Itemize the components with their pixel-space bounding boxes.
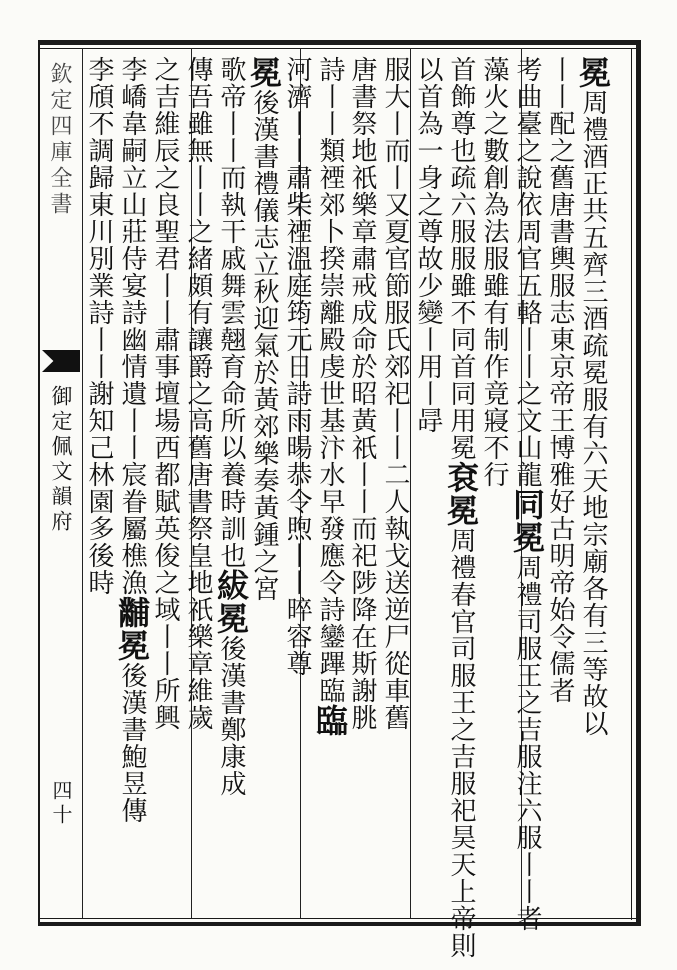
text-column-2 [543, 56, 576, 916]
text-column-16 [82, 56, 115, 916]
column-text: 李頎不調歸東川別業詩丨丨謝知己林園多後時 [84, 56, 114, 596]
column-text: 李嶠韋嗣立山莊侍宴詩幽情遺丨丨宸眷屬樵漁 [117, 56, 147, 596]
column-text: 詩丨丨類禋郊卜揆崇離殿虔世基汴水早發應令詩鑾蹕臨 [315, 56, 345, 704]
column-text: 周禮春官司服王之吉服祀昊天上帝則 [446, 527, 476, 959]
column-text: 以首為一身之尊故少變丨用丨冔 [413, 56, 443, 434]
frame-top-border [38, 40, 640, 45]
book-margin [40, 50, 82, 918]
text-column-10 [280, 56, 313, 916]
inline-entry-head: 袞冕 [442, 461, 480, 527]
column-text: 首飾尊也疏六服服雖不同首同用冕 [446, 56, 476, 461]
column-text: 傳吾雖無丨丨之緒頗有讓爵之高舊唐書祭皇地祇樂章維歲 [183, 56, 213, 731]
text-column-1 [574, 56, 612, 916]
text-column-5 [442, 56, 480, 959]
page-number: 四十 [49, 780, 73, 828]
entry-head: 冕 [245, 56, 283, 89]
book-subtitle-margin: 御定佩文韻府 [49, 385, 73, 535]
fishtail-mark [42, 350, 80, 372]
text-column-3 [508, 56, 546, 932]
column-text: 丨丨配之舊唐書輿服志東京帝王博雅好古明帝始令儒者 [545, 56, 575, 704]
frame-right-inner-border [631, 48, 632, 920]
text-column-9 [311, 56, 349, 916]
inline-entry-head: 黼冕 [113, 596, 151, 662]
text-column-12 [212, 56, 250, 916]
inline-entry-head: 紱冕 [212, 569, 250, 635]
column-text: 考曲臺之說依周官五輅丨丨之文山龍 [512, 56, 542, 488]
column-text: 河濟丨丨肅柴禋溫庭筠元日詩雨暘恭令煦丨丨晬容尊 [282, 56, 312, 677]
column-text: 藻火之數創為法服雖有制作竟寢不行 [479, 56, 509, 488]
frame-bottom-border [38, 922, 640, 926]
text-column-13 [181, 56, 214, 916]
frame-bottom-inner-border [38, 918, 640, 919]
column-text: 之吉維辰之良聖君丨丨肅事壇場西都賦英俊之域丨丨所興 [150, 56, 180, 731]
column-text: 後漢書鄭康成 [216, 635, 246, 797]
entry-head: 冕 [574, 56, 612, 89]
frame-top-inner-border [38, 48, 640, 49]
inline-entry-head: 臨 [311, 704, 349, 737]
text-column-4 [477, 56, 510, 916]
column-text: 服大丨而丨又夏官節服氏郊祀丨丨二人執戈送逆尸從車舊 [380, 56, 410, 731]
column-text: 後漢書禮儀志立秋迎氣於黃郊樂奏黃鍾之宮 [249, 89, 279, 602]
text-column-11 [245, 56, 283, 916]
book-title-margin: 欽定四庫全書 [47, 62, 72, 218]
frame-right-border [636, 40, 641, 926]
text-column-7 [378, 56, 411, 916]
text-column-8 [345, 56, 378, 916]
column-text: 歌帝丨丨而執干戚舞雲翹育命所以養時訓也 [216, 56, 246, 569]
inline-entry-head: 同冕 [508, 488, 546, 554]
column-text: 唐書祭地祇樂章肅戒成命於昭黃祇丨丨而祀陟降在斯謝朓 [347, 56, 377, 731]
text-column-14 [148, 56, 181, 916]
column-text: 周禮司服王之吉服注六服丨丨者 [512, 554, 542, 932]
column-text: 後漢書鮑昱傳 [117, 662, 147, 824]
text-column-15 [113, 56, 151, 916]
column-text: 周禮酒正共五齊三酒疏冕服有六天地宗廟各有三等故以 [578, 89, 608, 737]
text-column-6 [411, 56, 444, 916]
